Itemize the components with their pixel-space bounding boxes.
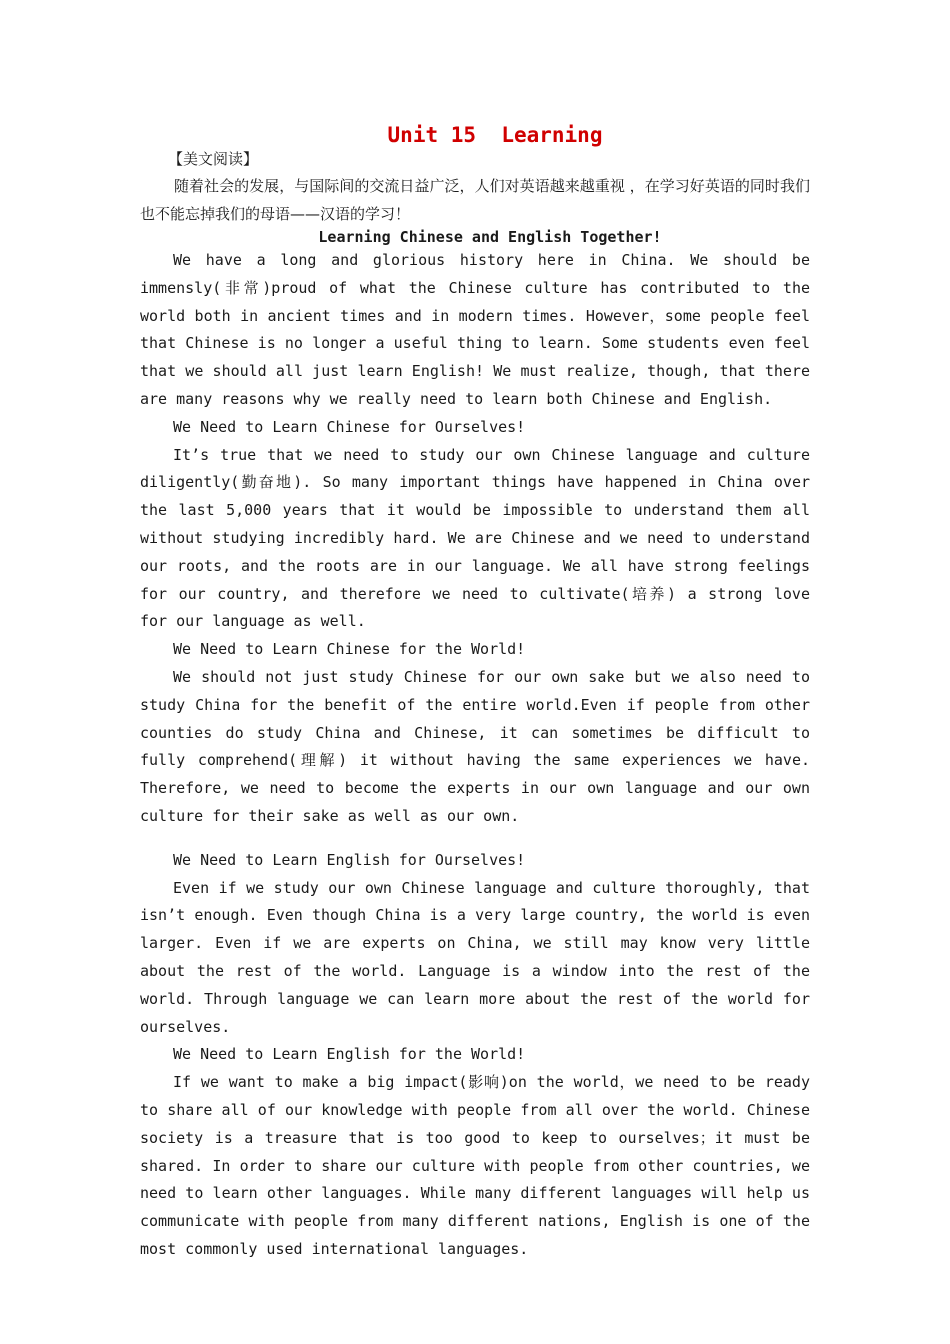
paragraph-english-world: If we want to make a big impact(影响)on the world，we need to be ready to share all of our knowledge with people from all over the world. Chinese society is a treasure that is too good to keep to ourselves；it must be shared. In order to share our culture with people from other countries, we need to learn other languages. While many different languages will help us communicate with people from many different nations, English is one of the most commonly used international languages.: [140, 1073, 810, 1258]
section-tag: 【美文阅读】: [168, 150, 259, 168]
heading-chinese-world: We Need to Learn Chinese for the World!: [173, 640, 526, 659]
heading-english-ourselves: We Need to Learn English for Ourselves!: [173, 850, 526, 869]
paragraph-introduction: We have a long and glorious history here in China. We should be immensly(非常)proud of what the Chinese culture has contributed to the world both in ancient times and in modern times. However，some people feel that Chinese is no longer a useful thing to learn. Some students even feel that we should all just learn English! We must realize, though, that there are many reasons why we really need to learn both Chinese and English.: [140, 251, 810, 408]
article-title: Learning Chinese and English Together!: [318, 228, 662, 246]
paragraph-chinese-ourselves: It’s true that we need to study our own Chinese language and culture diligently(勤奋地). So many important things have happened in China over the last 5,000 years that it would be impossible to understand them all without studying incredibly hard. We are Chinese and we need to understand our roots, and the roots are in our language. We all have strong feelings for our country, and therefore we need to cultivate(培养) a strong love for our language as well.: [140, 445, 810, 631]
paragraph-gap: [140, 831, 810, 847]
paragraph-english-ourselves: Even if we study our own Chinese language and culture thoroughly, that isn’t enough. Even though China is a very large country, the world is even larger. Even if we are experts on China, we still may know very little about the rest of the world. Language is a window into the rest of the world. Through language we can learn more about the rest of the world for ourselves.: [140, 878, 810, 1036]
heading-english-world: We Need to Learn English for the World!: [173, 1045, 526, 1064]
paragraph-chinese-world: We should not just study Chinese for our own sake but we also need to study China for the benefit of the entire world.Even if people from other counties do study China and Chinese, it can sometimes be difficult to fully comprehend(理解) it without having the same experiences we have. Therefore, we need to become the experts in our own language and our own culture for their sake as well as our own.: [140, 667, 810, 825]
document-page: [140, 120, 810, 1264]
intro-paragraph: 随着社会的发展，与国际间的交流日益广泛，人们对英语越来越重视 ，在学习好英语的同时我们也不能忘掉我们的母语——汉语的学习！: [140, 177, 810, 223]
heading-chinese-ourselves: We Need to Learn Chinese for Ourselves!: [173, 417, 526, 436]
page-title: Unit 15 Learning: [387, 123, 603, 147]
